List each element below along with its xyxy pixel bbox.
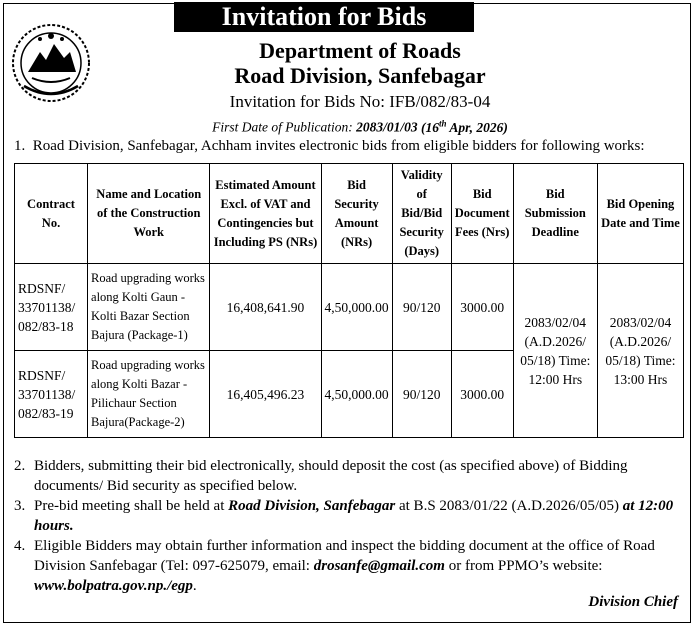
meeting-venue: Road Division, Sanfebagar [228,498,396,514]
bid-security: 4,50,000.00 [321,351,392,438]
paragraph-3 [14,496,682,536]
paragraph-number: 3. [14,498,26,514]
validity: 90/120 [392,264,451,351]
paragraph-2 [14,456,682,496]
document-fee: 3000.00 [451,351,513,438]
bid-security: 4,50,000.00 [321,264,392,351]
ppmo-website-link[interactable]: www.bolpatra.gov.np./egp [34,578,193,594]
column-header: Bid Opening Date and Time [597,164,683,264]
column-header: Estimated Amount Excl. of VAT and Contingencies but Including PS (NRs) [210,164,321,264]
paragraph-text: Bidders, submitting their bid electronically, should deposit the cost (as specified above) of Bidding documents/ Bid security as specified below. [34,458,628,494]
paragraph-text: Pre-bid meeting shall be held at Road Division, Sanfebagar at B.S 2083/01/22 (A.D.2026/05/05) at 12:00 hours. [34,498,674,534]
work-name: Road upgrading works along Kolti Gaun - Kolti Bazar Section Bajura (Package-1) [88,264,210,351]
contract-number: RDSNF/ 33701138/ 082/83-19 [15,351,88,438]
paragraph-number: 4. [14,538,26,554]
notice-points [14,456,682,596]
notice-banner: Invitation for Bids [174,2,474,32]
column-header: Bid Submission Deadline [513,164,597,264]
division-name: Road Division, Sanfebagar [234,63,486,88]
signature-title: Division Chief [588,594,678,610]
document-fee: 3000.00 [451,264,513,351]
column-header: Bid Security Amount (NRs) [321,164,392,264]
paragraph-text: Road Division, Sanfebagar, Achham invites electronic bids from eligible bidders for following works: [32,138,645,154]
column-header: Name and Location of the Construction Work [88,164,210,264]
paragraph-number: 1. [14,138,26,154]
column-header: Validity of Bid/Bid Security (Days) [392,164,451,264]
paragraph-1 [14,136,694,156]
estimated-amount: 16,405,496.23 [210,351,321,438]
meeting-time: at 12:00 hours. [34,498,674,534]
issuer-heading [140,38,580,88]
column-header: Bid Document Fees (Nrs) [451,164,513,264]
paragraph-4 [14,536,682,596]
table-row [15,264,684,351]
paragraph-text: Eligible Bidders may obtain further information and inspect the bidding document at the office of Road Division Sanfebagar (Tel: 097-625079, email: drosanfe@gmail.com or from PPMO’s website: www.bolpatra.gov.np./egp. [34,538,655,594]
bids-table [14,163,684,438]
contact-email[interactable]: drosanfe@gmail.com [313,558,445,574]
contract-number: RDSNF/ 33701138/ 082/83-18 [15,264,88,351]
submission-deadline: 2083/02/04 (A.D.2026/ 05/18) Time: 12:00 Hrs [513,264,597,438]
paragraph-number: 2. [14,458,26,474]
publication-date: First Date of Publication: 2083/01/03 (16th Apr, 2026) [212,118,508,135]
work-name: Road upgrading works along Kolti Bazar -Pilichaur Section Bajura(Package-2) [88,351,210,438]
table-header-row [15,164,684,264]
estimated-amount: 16,408,641.90 [210,264,321,351]
validity: 90/120 [392,351,451,438]
ifb-number: Invitation for Bids No: IFB/082/83-04 [229,92,491,111]
opening-date: 2083/02/04 (A.D.2026/ 05/18) Time: 13:00 Hrs [597,264,683,438]
column-header: Contract No. [15,164,88,264]
department-name: Department of Roads [259,38,461,63]
government-emblem-icon [10,22,92,104]
